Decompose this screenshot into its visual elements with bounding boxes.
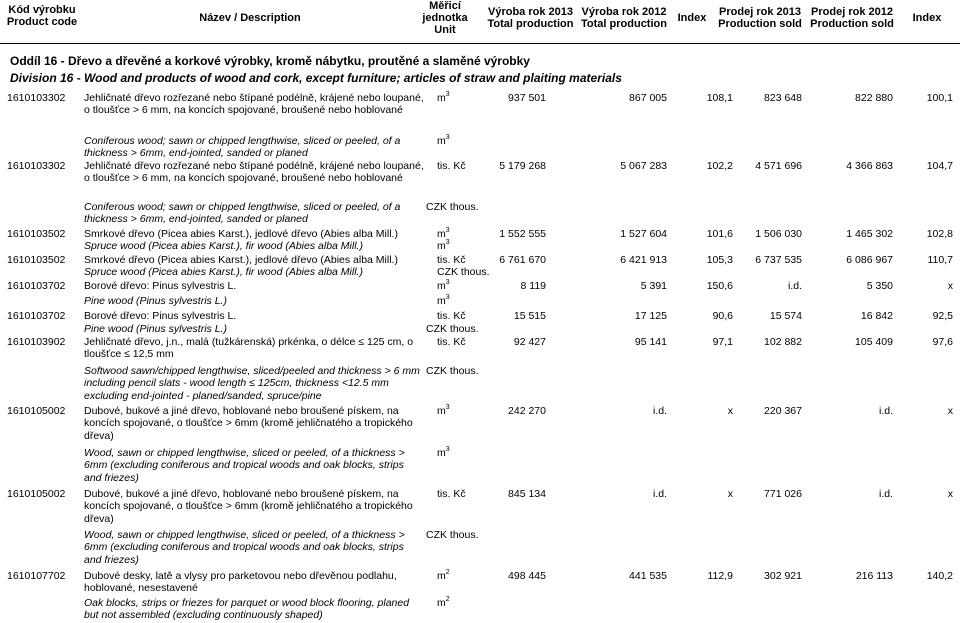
description-cs: Borové dřevo: Pinus sylvestris L. xyxy=(84,310,237,322)
table-header xyxy=(0,0,960,42)
description-en: Pine wood (Pinus sylvestris L.) xyxy=(84,295,227,307)
description-en: Wood, sawn or chipped lengthwise, sliced or peeled, of a thickness > 6mm (excluding coniferous and tropical woods and oak blocks, strips and friezes) xyxy=(84,529,405,566)
header-code: Kód výrobku Product code xyxy=(6,4,78,28)
sold-2012: 216 113 xyxy=(855,570,893,582)
production-2013: 5 179 268 xyxy=(499,160,546,172)
product-code: 1610103302 xyxy=(7,92,66,104)
sold-2012: 105 409 xyxy=(855,336,893,348)
sold-2012: 4 366 863 xyxy=(846,160,893,172)
production-2013: 498 445 xyxy=(508,570,546,582)
sold-2012: 1 465 302 xyxy=(846,228,893,240)
product-code: 1610103302 xyxy=(7,160,66,172)
index-production: 105,3 xyxy=(706,254,733,266)
unit-cs: tis. Kč xyxy=(437,160,466,172)
description-en: Pine wood (Pinus sylvestris L.) xyxy=(84,323,227,335)
index-production: x xyxy=(727,488,733,500)
unit-cs: $m^3$ xyxy=(437,91,450,104)
index-sold: 100,1 xyxy=(926,92,953,104)
index-sold: 102,8 xyxy=(926,228,953,240)
section-title-cs: Oddíl 16 - Dřevo a dřevěné a korkové výrobky, kromě nábytku, proutěné a slaměné výrobky xyxy=(10,54,530,68)
production-2012: 95 141 xyxy=(634,336,667,348)
index-production: 90,6 xyxy=(712,310,733,322)
index-sold: 104,7 xyxy=(926,160,953,172)
sold-2013: 6 737 535 xyxy=(755,254,802,266)
index-production: x xyxy=(727,405,733,417)
unit-en: CZK thous. xyxy=(426,529,479,541)
index-sold: x xyxy=(947,280,953,292)
unit-en: CZK thous. xyxy=(426,323,479,335)
index-sold: 110,7 xyxy=(927,254,953,266)
product-code: 1610103502 xyxy=(7,228,66,240)
unit-en: $m^3$ xyxy=(437,134,450,147)
description-en: Oak blocks, strips or friezes for parquet or wood block flooring, planed but not assembled (excluding continuously shaped) xyxy=(84,597,410,622)
production-2012: 5 391 xyxy=(640,280,667,292)
unit-cs: $m^3$ xyxy=(437,279,450,292)
index-production: 101,6 xyxy=(706,228,733,240)
product-code: 1610103702 xyxy=(7,280,66,292)
header-divider xyxy=(0,43,960,44)
sold-2013: 4 571 696 xyxy=(755,160,802,172)
index-production: 108,1 xyxy=(706,92,733,104)
unit-cs: tis. Kč xyxy=(437,488,466,500)
production-2012: 6 421 913 xyxy=(620,254,667,266)
production-2013: 845 134 xyxy=(508,488,546,500)
sold-2013: 302 921 xyxy=(764,570,802,582)
production-2012: 5 067 283 xyxy=(620,160,667,172)
header-sold-2013: Prodej rok 2013 Production sold xyxy=(718,6,802,30)
sold-2013: 1 506 030 xyxy=(755,228,802,240)
section-title-en: Division 16 - Wood and products of wood and cork, except furniture; articles of straw and plaiting materials xyxy=(10,71,622,85)
description-cs: Borové dřevo: Pinus sylvestris L. xyxy=(84,280,237,292)
product-code: 1610103502 xyxy=(7,254,66,266)
index-sold: 92,5 xyxy=(932,310,953,322)
header-index-production: Index xyxy=(677,12,707,24)
unit-cs: $m^3$ xyxy=(437,227,450,240)
sold-2012: i.d. xyxy=(878,488,893,500)
production-2012: 867 005 xyxy=(629,92,667,104)
production-2013: 6 761 670 xyxy=(499,254,546,266)
description-en: Softwood sawn/chipped lengthwise, sliced/peeled and thickness > 6 mm including pencil slats - wood length ≤ 125cm, thickness <12.5 mm excluding end-jointed - planed/sanded, spruce/pine xyxy=(84,365,420,402)
unit-cs: $m^3$ xyxy=(437,404,450,417)
unit-en: $m^2$ xyxy=(437,596,450,609)
production-2013: 92 427 xyxy=(513,336,546,348)
description-en: Spruce wood (Picea abies Karst.), fir wood (Abies alba Mill.) xyxy=(84,266,363,278)
sold-2013: 102 882 xyxy=(764,336,802,348)
production-2012: 1 527 604 xyxy=(620,228,667,240)
unit-cs: tis. Kč xyxy=(437,310,466,322)
unit-en: CZK thous. xyxy=(437,266,490,278)
header-description: Název / Description xyxy=(199,12,301,24)
header-production-2012: Výroba rok 2012 Total production xyxy=(581,6,667,30)
sold-2012: i.d. xyxy=(878,405,893,417)
description-cs: Dubové desky, latě a vlysy pro parketovou nebo dřevěnou podlahu, hoblované, nesestavené xyxy=(84,570,397,595)
description-en: Coniferous wood; sawn or chipped lengthwise, sliced or peeled, of a thickness > 6mm, end-jointed, sanded or planed xyxy=(84,135,401,160)
production-2012: 441 535 xyxy=(629,570,667,582)
unit-en: $m^3$ xyxy=(437,294,450,307)
header-production-2013: Výroba rok 2013 Total production xyxy=(487,6,574,30)
description-cs: Jehličnaté dřevo, j.n., malá (tužkárenská) prkénka, o délce ≤ 125 cm, o tloušťce ≤ 12,5 mm xyxy=(84,336,414,361)
unit-en: CZK thous. xyxy=(426,201,479,213)
unit-cs: tis. Kč xyxy=(437,254,466,266)
production-2013: 242 270 xyxy=(508,405,546,417)
product-code: 1610107702 xyxy=(7,570,66,582)
sold-2013: 15 574 xyxy=(769,310,802,322)
description-cs: Dubové, bukové a jiné dřevo, hoblované nebo broušené pískem, na koncích spojované, o tloušťce > 6mm (kromě jehličnatého a tropického dřeva) xyxy=(84,405,413,442)
sold-2012: 822 880 xyxy=(855,92,893,104)
index-production: 112,9 xyxy=(707,570,733,582)
index-sold: x xyxy=(947,488,953,500)
index-sold: x xyxy=(947,405,953,417)
description-cs: Jehličnaté dřevo rozřezané nebo štípané podélně, krájené nebo loupané, o tloušťce > 6 mm, na koncích spojované, broušené nebo hoblované xyxy=(84,92,424,117)
production-2012: 17 125 xyxy=(634,310,667,322)
sold-2012: 6 086 967 xyxy=(846,254,893,266)
description-cs: Smrkové dřevo (Picea abies Karst.), jedlové dřevo (Abies alba Mill.) xyxy=(84,254,398,266)
production-2013: 15 515 xyxy=(513,310,546,322)
sold-2013: 771 026 xyxy=(764,488,802,500)
unit-en: $m^3$ xyxy=(437,239,450,252)
header-sold-2012: Prodej rok 2012 Production sold xyxy=(810,6,894,30)
header-unit: Měřicí jednotka Unit xyxy=(422,0,468,36)
description-en: Spruce wood (Picea abies Karst.), fir wood (Abies alba Mill.) xyxy=(84,240,363,252)
sold-2013: i.d. xyxy=(787,280,802,292)
sold-2013: 220 367 xyxy=(764,405,802,417)
production-2012: i.d. xyxy=(652,405,667,417)
product-code: 1610105002 xyxy=(7,488,66,500)
unit-cs: tis. Kč xyxy=(437,336,466,348)
production-2013: 8 119 xyxy=(520,280,546,292)
description-en: Wood, sawn or chipped lengthwise, sliced or peeled, of a thickness > 6mm (excluding coniferous and tropical woods and oak blocks, strips and friezes) xyxy=(84,447,405,484)
production-2012: i.d. xyxy=(652,488,667,500)
production-2013: 1 552 555 xyxy=(499,228,546,240)
product-code: 1610103902 xyxy=(7,336,66,348)
sold-2013: 823 648 xyxy=(764,92,802,104)
description-en: Coniferous wood; sawn or chipped lengthwise, sliced or peeled, of a thickness > 6mm, end-jointed, sanded or planed xyxy=(84,201,401,226)
description-cs: Smrkové dřevo (Picea abies Karst.), jedlové dřevo (Abies alba Mill.) xyxy=(84,228,398,240)
description-cs: Jehličnaté dřevo rozřezané nebo štípané podélně, krájené nebo loupané, o tloušťce > 6 mm, na koncích spojované, broušené nebo hoblované xyxy=(84,160,424,185)
sold-2012: 5 350 xyxy=(866,280,893,292)
sold-2012: 16 842 xyxy=(860,310,893,322)
index-sold: 97,6 xyxy=(932,336,953,348)
product-code: 1610103702 xyxy=(7,310,66,322)
unit-cs: $m^2$ xyxy=(437,569,450,582)
product-code: 1610105002 xyxy=(7,405,66,417)
unit-en: CZK thous. xyxy=(426,365,479,377)
index-production: 150,6 xyxy=(706,280,733,292)
description-cs: Dubové, bukové a jiné dřevo, hoblované nebo broušené pískem, na koncích spojované, o tloušťce > 6mm (kromě jehličnatého a tropického dřeva) xyxy=(84,488,413,525)
unit-en: $m^3$ xyxy=(437,446,450,459)
index-production: 102,2 xyxy=(706,160,733,172)
header-index-sold: Index xyxy=(912,12,942,24)
production-2013: 937 501 xyxy=(508,92,546,104)
index-sold: 140,2 xyxy=(926,570,953,582)
index-production: 97,1 xyxy=(712,336,733,348)
